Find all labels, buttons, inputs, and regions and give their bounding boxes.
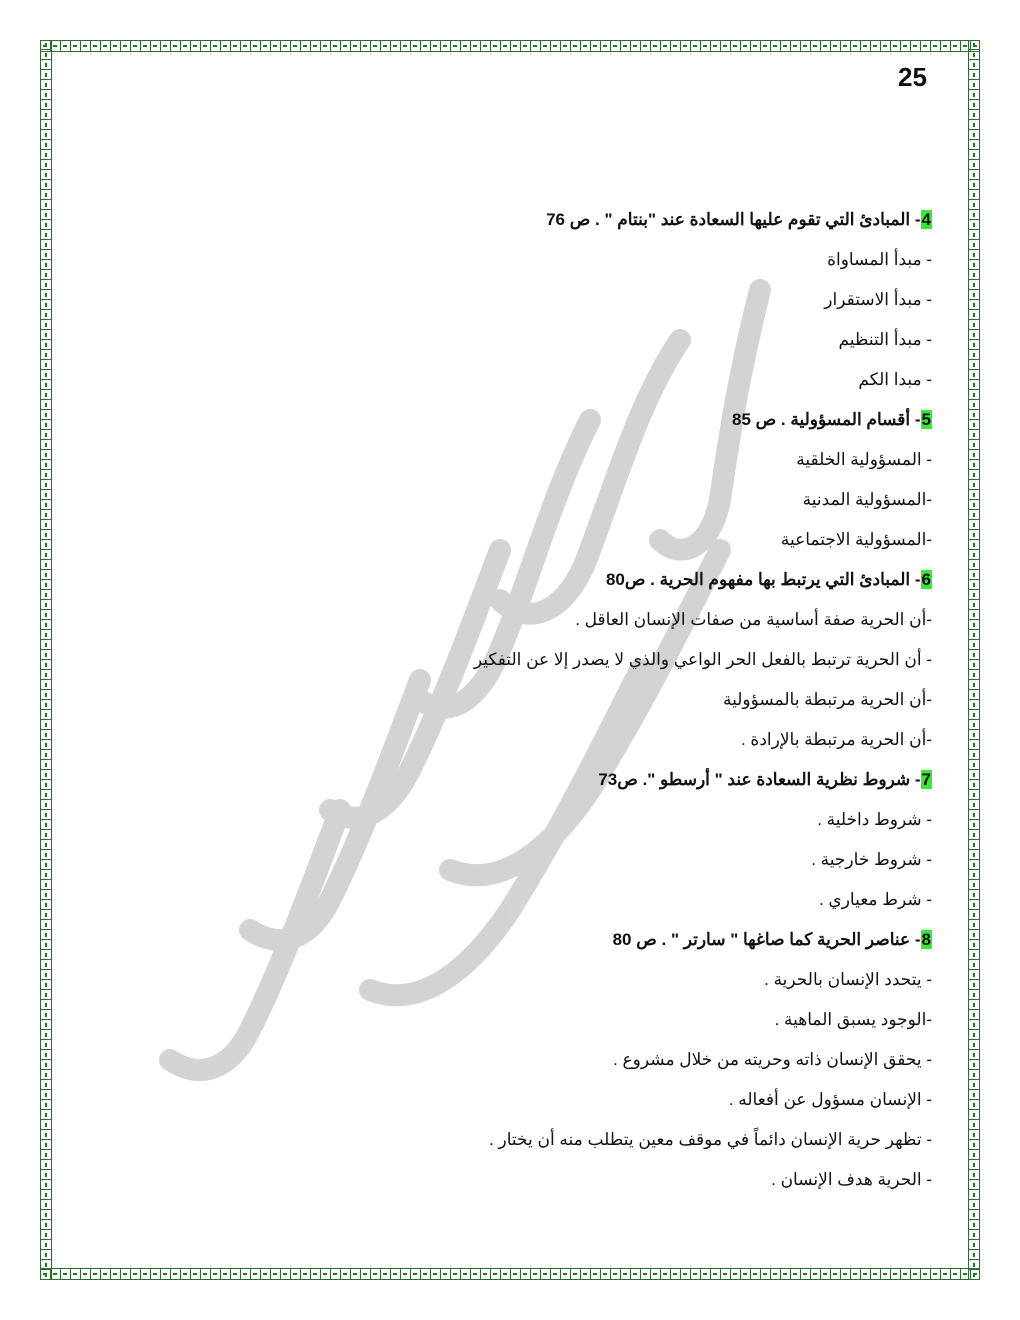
section-title: - المبادئ التي يرتبط بها مفهوم الحرية . ص80 [605,570,921,589]
section-number: 7 [921,770,931,789]
page-number: 25 [898,62,927,92]
document-body [372,200,932,1200]
list-item: - الإنسان مسؤول عن أفعاله . [728,1090,932,1109]
list-item: -أن الحرية مرتبطة بالإرادة . [740,730,932,749]
list-item: - المسؤولية الخلقية [796,450,932,469]
section-number: 5 [921,410,931,429]
list-item: -أن الحرية صفة أساسية من صفات الإنسان العاقل . [575,610,932,629]
list-item: -المسؤولية الاجتماعية [780,530,932,549]
section-heading [372,200,932,240]
list-item: -أن الحرية مرتبطة بالمسؤولية [722,690,932,709]
list-item: - أن الحرية ترتبط بالفعل الحر الواعي والذي لا يصدر إلا عن التفكير [473,650,932,669]
section-number: 8 [921,930,931,949]
list-item: - الحرية هدف الإنسان . [771,1170,932,1189]
list-item: -الوجود يسبق الماهية . [774,1010,932,1029]
list-item: - مبدا الكم [858,370,932,389]
list-item: - يتحدد الإنسان بالحرية . [764,970,932,989]
border-bottom [40,1268,980,1280]
list-item: - مبدأ الاستقرار [824,290,932,309]
section-number: 6 [921,570,931,589]
section-heading [372,560,932,600]
border-left [40,40,52,1280]
section-heading [372,760,932,800]
list-item: -المسؤولية المدنية [802,490,932,509]
list-item: - مبدأ التنظيم [838,330,932,349]
section-title: - شروط نظرية السعادة عند " أرسطو ". ص73 [598,770,921,789]
list-item: - مبدأ المساواة [827,250,932,269]
list-item: - شروط داخلية . [817,810,932,829]
section-number: 4 [921,210,931,229]
section-title: - أقسام المسؤولية . ص 85 [732,410,921,429]
section-title: - عناصر الحرية كما صاغها " سارتر " . ص 80 [612,930,921,949]
border-top [40,40,980,52]
list-item: - تظهر حرية الإنسان دائماً في موقف معين يتطلب منه أن يختار . [489,1130,932,1149]
section-heading [372,920,932,960]
list-item: - شروط خارجية . [811,850,932,869]
list-item: - شرط معياري . [818,890,932,909]
section-title: - المبادئ التي تقوم عليها السعادة عند "بنتام " . ص 76 [546,210,921,229]
section-heading [372,400,932,440]
list-item: - يحقق الإنسان ذاته وحريته من خلال مشروع . [613,1050,932,1069]
border-right [968,40,980,1280]
